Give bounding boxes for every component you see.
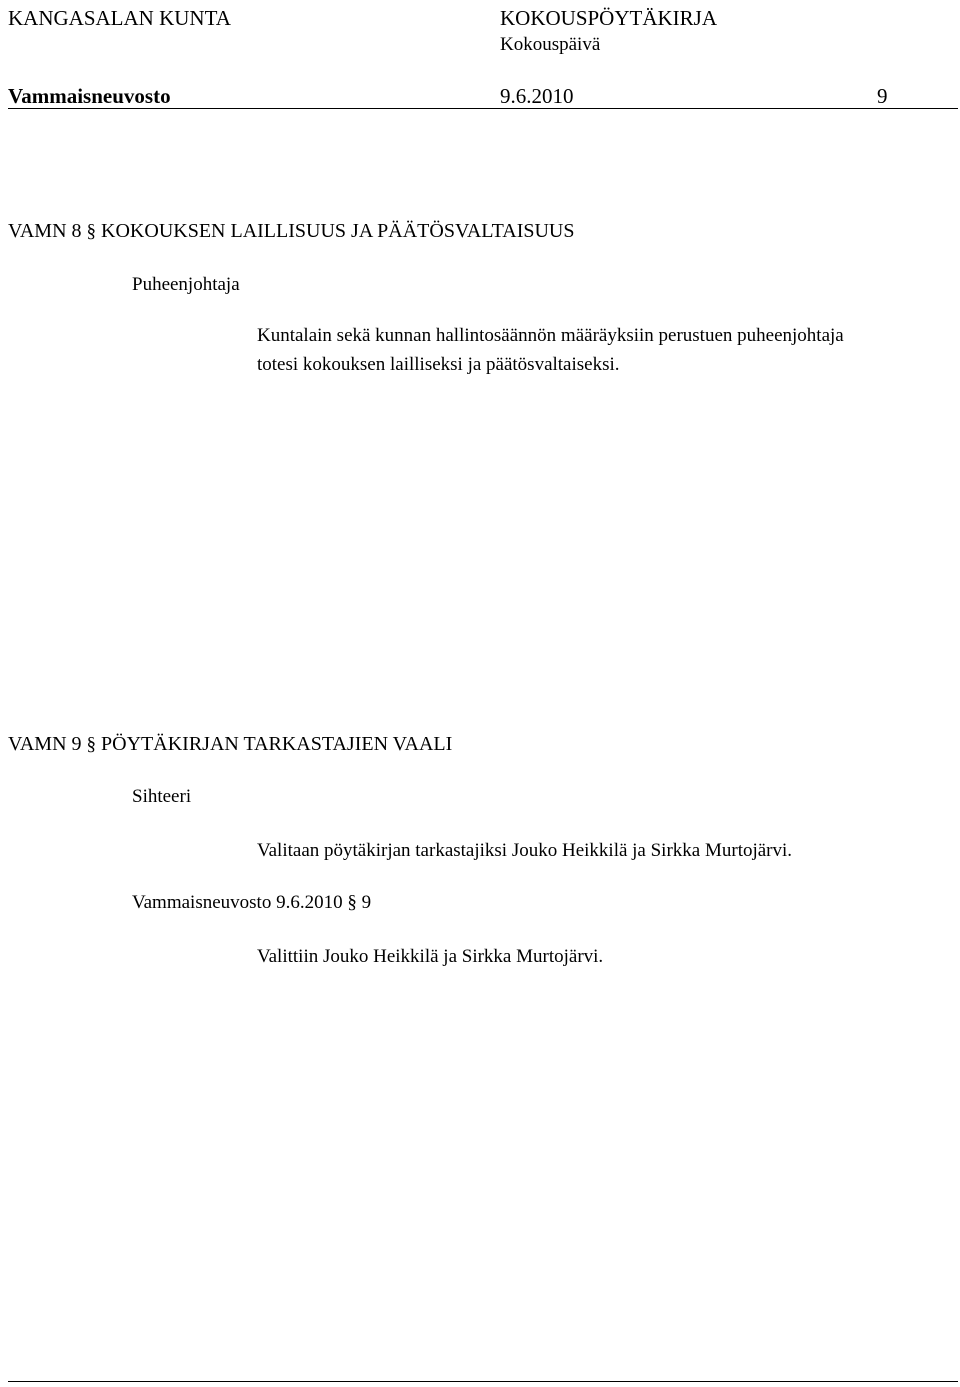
item-presenter: Sihteeri (132, 786, 192, 807)
item-presenter: Puheenjohtaja (132, 274, 240, 295)
item-heading (8, 732, 452, 757)
decision-number: 9 (361, 892, 372, 913)
meeting-date: 9.6.2010 (500, 84, 574, 108)
item-code: VAMN 9 (8, 733, 82, 755)
municipality-name: KANGASALAN KUNTA (8, 6, 231, 30)
decision-reference (132, 892, 371, 914)
section-mark: § (86, 221, 97, 242)
decision-body-date: Vammaisneuvosto 9.6.2010 (132, 892, 343, 913)
section-mark: § (347, 892, 357, 913)
item-proposal: Valitaan pöytäkirjan tarkastajiksi Jouko Heikkilä ja Sirkka Murtojärvi. (257, 840, 793, 861)
item-decision: Valittiin Jouko Heikkilä ja Sirkka Murtojärvi. (257, 946, 604, 967)
header-rule (8, 108, 958, 109)
document-type: KOKOUSPÖYTÄKIRJA (500, 6, 718, 30)
item-heading (8, 219, 575, 244)
date-label: Kokouspäivä (500, 34, 601, 55)
body-name: Vammaisneuvosto (8, 84, 171, 108)
item-text-line-2: totesi kokouksen lailliseksi ja päätösvaltaiseksi. (257, 354, 620, 375)
item-title: KOKOUKSEN LAILLISUUS JA PÄÄTÖSVALTAISUUS (101, 220, 575, 242)
item-title: PÖYTÄKIRJAN TARKASTAJIEN VAALI (101, 733, 453, 755)
item-text-line-1: Kuntalain sekä kunnan hallintosäännön määräyksiin perustuen puheenjohtaja (257, 325, 844, 346)
page-number: 9 (877, 84, 888, 108)
footer-rule (8, 1381, 958, 1382)
item-code: VAMN 8 (8, 220, 82, 242)
section-mark: § (86, 734, 97, 755)
